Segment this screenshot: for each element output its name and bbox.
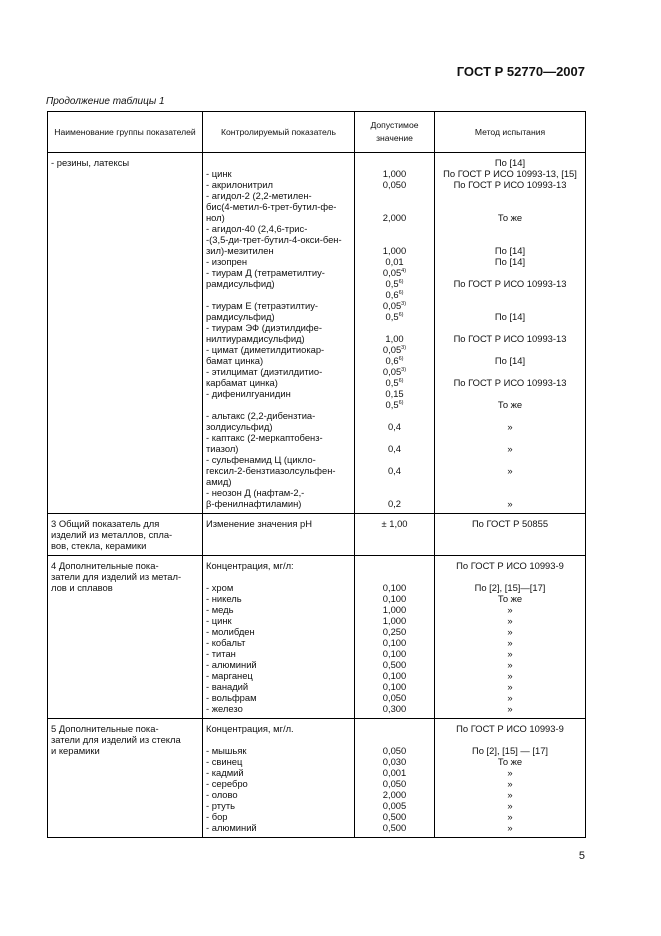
cell-line: - ванадий bbox=[206, 681, 249, 692]
cell-line: - серебро bbox=[206, 778, 248, 789]
footnote-mark: 6) bbox=[398, 278, 404, 285]
cell-line: По ГОСТ Р ИСО 10993-9 bbox=[456, 560, 564, 571]
cell-line: Изменение значения pH bbox=[206, 518, 312, 529]
cell-line: вов, стекла, керамики bbox=[51, 540, 147, 551]
footnote-mark: 3) bbox=[401, 300, 407, 307]
cell-line: 0,05$^{3)}$ bbox=[382, 300, 407, 311]
cell-line bbox=[358, 454, 431, 465]
test-method-cell bbox=[435, 153, 586, 514]
indicator-cell bbox=[203, 514, 355, 556]
cell-line: 0,5$^{6)}$ bbox=[385, 278, 404, 289]
cell-line: » bbox=[507, 811, 513, 822]
cell-line: 0,2 bbox=[387, 498, 402, 509]
cell-line: - агидол-40 (2,4,6-трис- bbox=[206, 223, 308, 234]
cell-line bbox=[358, 410, 431, 421]
cell-line: 0,6$^{6)}$ bbox=[385, 289, 404, 300]
cell-line: 0,100 bbox=[382, 637, 407, 648]
group-name-cell bbox=[48, 556, 203, 719]
cell-line bbox=[438, 388, 582, 399]
cell-line: По ГОСТ Р ИСО 10993-13 bbox=[453, 333, 567, 344]
cell-line: затели для изделий из метал- bbox=[51, 571, 182, 582]
cell-line: зил)-мезитилен bbox=[206, 245, 274, 256]
cell-line: - бор bbox=[206, 811, 228, 822]
group-name-cell bbox=[48, 153, 203, 514]
cell-line: » bbox=[507, 443, 513, 454]
allowed-value-cell bbox=[355, 719, 435, 838]
cell-line: 0,100 bbox=[382, 670, 407, 681]
cell-line: По ГОСТ Р ИСО 10993-13, [15] bbox=[443, 168, 577, 179]
cell-line bbox=[206, 289, 351, 300]
footnote-mark: 6) bbox=[398, 355, 404, 362]
cell-line bbox=[358, 476, 431, 487]
cell-line: - сульфенамид Ц (цикло- bbox=[206, 454, 316, 465]
cell-line bbox=[206, 399, 351, 410]
cell-line: » bbox=[507, 637, 513, 648]
cell-line: - этилцимат (диэтилдитио- bbox=[206, 366, 323, 377]
cell-line: - каптакс (2-меркаптобенз- bbox=[206, 432, 323, 443]
cell-line bbox=[438, 322, 582, 333]
cell-line: » bbox=[507, 800, 513, 811]
cell-line: » bbox=[507, 789, 513, 800]
document-id: ГОСТ Р 52770—2007 bbox=[456, 64, 585, 79]
cell-line: 0,15 bbox=[385, 388, 404, 399]
cell-line: гексил-2-бензтиазолсульфен- bbox=[206, 465, 336, 476]
allowed-value-cell bbox=[355, 556, 435, 719]
cell-line: 2,000 bbox=[382, 212, 407, 223]
cell-line: » bbox=[507, 659, 513, 670]
cell-line: 0,100 bbox=[382, 681, 407, 692]
cell-line: - цимат (диметилдитиокар- bbox=[206, 344, 325, 355]
cell-line: По ГОСТ Р ИСО 10993-13 bbox=[453, 377, 567, 388]
cell-line bbox=[438, 454, 582, 465]
cell-line bbox=[358, 571, 431, 582]
cell-line: 0,05$^{4)}$ bbox=[382, 267, 407, 278]
cell-line: По [14] bbox=[494, 157, 526, 168]
cell-line: - тиурам Е (тетраэтилтиу- bbox=[206, 300, 319, 311]
cell-line: рамдисульфид) bbox=[206, 311, 275, 322]
cell-line bbox=[438, 432, 582, 443]
cell-line: ± 1,00 bbox=[381, 518, 408, 529]
cell-line: карбамат цинка) bbox=[206, 377, 278, 388]
footnote-mark: 6) bbox=[398, 377, 404, 384]
cell-line: То же bbox=[497, 212, 523, 223]
cell-line: - вольфрам bbox=[206, 692, 257, 703]
cell-line: - дифенилгуанидин bbox=[206, 388, 291, 399]
cell-line: β-фенилнафтиламин) bbox=[206, 498, 302, 509]
cell-line: » bbox=[507, 822, 513, 833]
cell-line: 0,05$^{3)}$ bbox=[382, 366, 407, 377]
cell-line: 0,050 bbox=[382, 692, 407, 703]
footnote-mark: 3) bbox=[401, 366, 407, 373]
cell-line: » bbox=[507, 421, 513, 432]
cell-line: По ГОСТ Р ИСО 10993-13 bbox=[453, 179, 567, 190]
cell-line: По [14] bbox=[494, 355, 526, 366]
cell-line: - алюминий bbox=[206, 822, 257, 833]
cell-line: По [14] bbox=[494, 256, 526, 267]
cell-line bbox=[358, 432, 431, 443]
allowed-value-cell bbox=[355, 514, 435, 556]
cell-line: - изопрен bbox=[206, 256, 248, 267]
cell-line: - альтакс (2,2-дибензтиа- bbox=[206, 410, 316, 421]
cell-line: - цинк bbox=[206, 615, 232, 626]
cell-line: 0,001 bbox=[382, 767, 407, 778]
cell-line bbox=[358, 723, 431, 734]
cell-line bbox=[358, 223, 431, 234]
table-body bbox=[48, 153, 586, 838]
cell-line: » bbox=[507, 778, 513, 789]
cell-line bbox=[438, 476, 582, 487]
cell-line: - железо bbox=[206, 703, 243, 714]
cell-line bbox=[438, 234, 582, 245]
cell-line: То же bbox=[497, 756, 523, 767]
group-name-cell bbox=[48, 719, 203, 838]
cell-line: 1,000 bbox=[382, 168, 407, 179]
cell-line: - хром bbox=[206, 582, 234, 593]
cell-line: - неозон Д (нафтам-2,- bbox=[206, 487, 305, 498]
footnote-mark: 6) bbox=[398, 289, 404, 296]
cell-line bbox=[206, 571, 351, 582]
cell-line: » bbox=[507, 670, 513, 681]
cell-line: 0,5$^{6)}$ bbox=[385, 377, 404, 388]
cell-line: » bbox=[507, 626, 513, 637]
cell-line: 1,000 bbox=[382, 615, 407, 626]
cell-line: 0,100 bbox=[382, 582, 407, 593]
table-caption: Продолжение таблицы 1 bbox=[46, 96, 165, 107]
cell-line: То же bbox=[497, 399, 523, 410]
indicator-cell bbox=[203, 719, 355, 838]
cell-line bbox=[438, 571, 582, 582]
cell-line: » bbox=[507, 681, 513, 692]
column-header-indicator: Контролируемый показатель bbox=[203, 112, 355, 153]
cell-line: - свинец bbox=[206, 756, 243, 767]
cell-line: - молибден bbox=[206, 626, 255, 637]
cell-line bbox=[438, 734, 582, 745]
cell-line: По ГОСТ Р ИСО 10993-9 bbox=[456, 723, 564, 734]
indicators-table bbox=[47, 111, 586, 838]
column-header-allowed-value: Допустимое значение bbox=[355, 112, 435, 153]
indicator-cell bbox=[203, 556, 355, 719]
cell-line: По ГОСТ Р ИСО 10993-13 bbox=[453, 278, 567, 289]
cell-line bbox=[358, 234, 431, 245]
cell-line: изделий из металлов, спла- bbox=[51, 529, 173, 540]
cell-line: По [2], [15] — [17] bbox=[471, 745, 549, 756]
footnote-mark: 3) bbox=[401, 344, 407, 351]
cell-line: 5 Дополнительные пока- bbox=[51, 723, 159, 734]
cell-line: 0,300 bbox=[382, 703, 407, 714]
cell-line: 0,4 bbox=[387, 443, 402, 454]
cell-line: 0,01 bbox=[385, 256, 404, 267]
cell-line: бис(4-метил-6-трет-бутил-фе- bbox=[206, 201, 337, 212]
table-row bbox=[48, 719, 586, 838]
cell-line: По [14] bbox=[494, 311, 526, 322]
cell-line bbox=[438, 410, 582, 421]
cell-line bbox=[206, 157, 351, 168]
cell-line: » bbox=[507, 703, 513, 714]
cell-line: 0,050 bbox=[382, 778, 407, 789]
cell-line: 0,4 bbox=[387, 421, 402, 432]
cell-line: То же bbox=[497, 593, 523, 604]
cell-line: Концентрация, мг/л: bbox=[206, 560, 294, 571]
cell-line: 0,050 bbox=[382, 179, 407, 190]
cell-line: - акрилонитрил bbox=[206, 179, 273, 190]
cell-line bbox=[438, 300, 582, 311]
footnote-mark: 6) bbox=[398, 311, 404, 318]
column-header-group: Наименование группы показателей bbox=[48, 112, 203, 153]
cell-line bbox=[438, 289, 582, 300]
cell-line: 2,000 bbox=[382, 789, 407, 800]
cell-line: нилтиурамдисульфид) bbox=[206, 333, 305, 344]
cell-line: 0,005 bbox=[382, 800, 407, 811]
cell-line bbox=[358, 157, 431, 168]
allowed-value-cell bbox=[355, 153, 435, 514]
cell-line: затели для изделий из стекла bbox=[51, 734, 181, 745]
cell-line: амид) bbox=[206, 476, 232, 487]
cell-line: лов и сплавов bbox=[51, 582, 113, 593]
cell-line: 0,050 bbox=[382, 745, 407, 756]
cell-line: нол) bbox=[206, 212, 225, 223]
cell-line: - цинк bbox=[206, 168, 232, 179]
cell-line bbox=[358, 560, 431, 571]
cell-line: 0,030 bbox=[382, 756, 407, 767]
cell-line: - титан bbox=[206, 648, 236, 659]
cell-line: 0,6$^{6)}$ bbox=[385, 355, 404, 366]
cell-line: - марганец bbox=[206, 670, 253, 681]
cell-line: По [14] bbox=[494, 245, 526, 256]
table-row bbox=[48, 556, 586, 719]
cell-line: 0,500 bbox=[382, 822, 407, 833]
cell-line bbox=[358, 190, 431, 201]
cell-line: -(3,5-ди-трет-бутил-4-окси-бен- bbox=[206, 234, 342, 245]
cell-line bbox=[438, 190, 582, 201]
cell-line bbox=[438, 267, 582, 278]
footnote-mark: 4) bbox=[401, 267, 407, 274]
group-name-cell bbox=[48, 514, 203, 556]
cell-line: тиазол) bbox=[206, 443, 239, 454]
cell-line: - резины, латексы bbox=[51, 157, 130, 168]
cell-line bbox=[438, 201, 582, 212]
cell-line bbox=[358, 734, 431, 745]
cell-line: » bbox=[507, 648, 513, 659]
cell-line: - агидол-2 (2,2-метилен- bbox=[206, 190, 312, 201]
cell-line: - олово bbox=[206, 789, 238, 800]
cell-line bbox=[358, 322, 431, 333]
cell-line: 0,250 bbox=[382, 626, 407, 637]
cell-line: » bbox=[507, 498, 513, 509]
cell-line bbox=[438, 366, 582, 377]
cell-line: 0,5$^{6)}$ bbox=[385, 399, 404, 410]
cell-line: бамат цинка) bbox=[206, 355, 264, 366]
cell-line: » bbox=[507, 615, 513, 626]
cell-line: 0,05$^{3)}$ bbox=[382, 344, 407, 355]
cell-line: » bbox=[507, 692, 513, 703]
cell-line bbox=[438, 223, 582, 234]
table-header-row bbox=[48, 112, 586, 153]
cell-line: 0,500 bbox=[382, 659, 407, 670]
indicator-cell bbox=[203, 153, 355, 514]
test-method-cell bbox=[435, 719, 586, 838]
cell-line: » bbox=[507, 465, 513, 476]
page-number: 5 bbox=[578, 850, 585, 862]
table-row bbox=[48, 153, 586, 514]
cell-line: 1,000 bbox=[382, 245, 407, 256]
cell-line: - тиурам ЭФ (диэтилдифе- bbox=[206, 322, 322, 333]
cell-line: По ГОСТ Р 50855 bbox=[471, 518, 549, 529]
column-header-test-method: Метод испытания bbox=[435, 112, 586, 153]
footnote-mark: 6) bbox=[398, 399, 404, 406]
cell-line: и керамики bbox=[51, 745, 100, 756]
cell-line: 0,500 bbox=[382, 811, 407, 822]
cell-line bbox=[206, 734, 351, 745]
cell-line: 1,00 bbox=[385, 333, 404, 344]
cell-line: Концентрация, мг/л. bbox=[206, 723, 294, 734]
cell-line: - кадмий bbox=[206, 767, 244, 778]
cell-line: золдисульфид) bbox=[206, 421, 273, 432]
cell-line: - медь bbox=[206, 604, 234, 615]
cell-line bbox=[358, 201, 431, 212]
test-method-cell bbox=[435, 514, 586, 556]
cell-line: 1,000 bbox=[382, 604, 407, 615]
cell-line: - кобальт bbox=[206, 637, 246, 648]
cell-line bbox=[358, 487, 431, 498]
cell-line: 3 Общий показатель для bbox=[51, 518, 160, 529]
cell-line: - ртуть bbox=[206, 800, 235, 811]
cell-line: - никель bbox=[206, 593, 242, 604]
cell-line: » bbox=[507, 604, 513, 615]
cell-line: 0,100 bbox=[382, 593, 407, 604]
cell-line: 4 Дополнительные пока- bbox=[51, 560, 159, 571]
cell-line bbox=[438, 344, 582, 355]
cell-line: » bbox=[507, 767, 513, 778]
cell-line: 0,100 bbox=[382, 648, 407, 659]
table-row bbox=[48, 514, 586, 556]
test-method-cell bbox=[435, 556, 586, 719]
cell-line: - мышьяк bbox=[206, 745, 247, 756]
cell-line: - алюминий bbox=[206, 659, 257, 670]
cell-line: 0,5$^{6)}$ bbox=[385, 311, 404, 322]
cell-line: рамдисульфид) bbox=[206, 278, 275, 289]
cell-line bbox=[438, 487, 582, 498]
cell-line: По [2], [15]—[17] bbox=[474, 582, 546, 593]
cell-line: - тиурам Д (тетраметилтиу- bbox=[206, 267, 325, 278]
cell-line: 0,4 bbox=[387, 465, 402, 476]
